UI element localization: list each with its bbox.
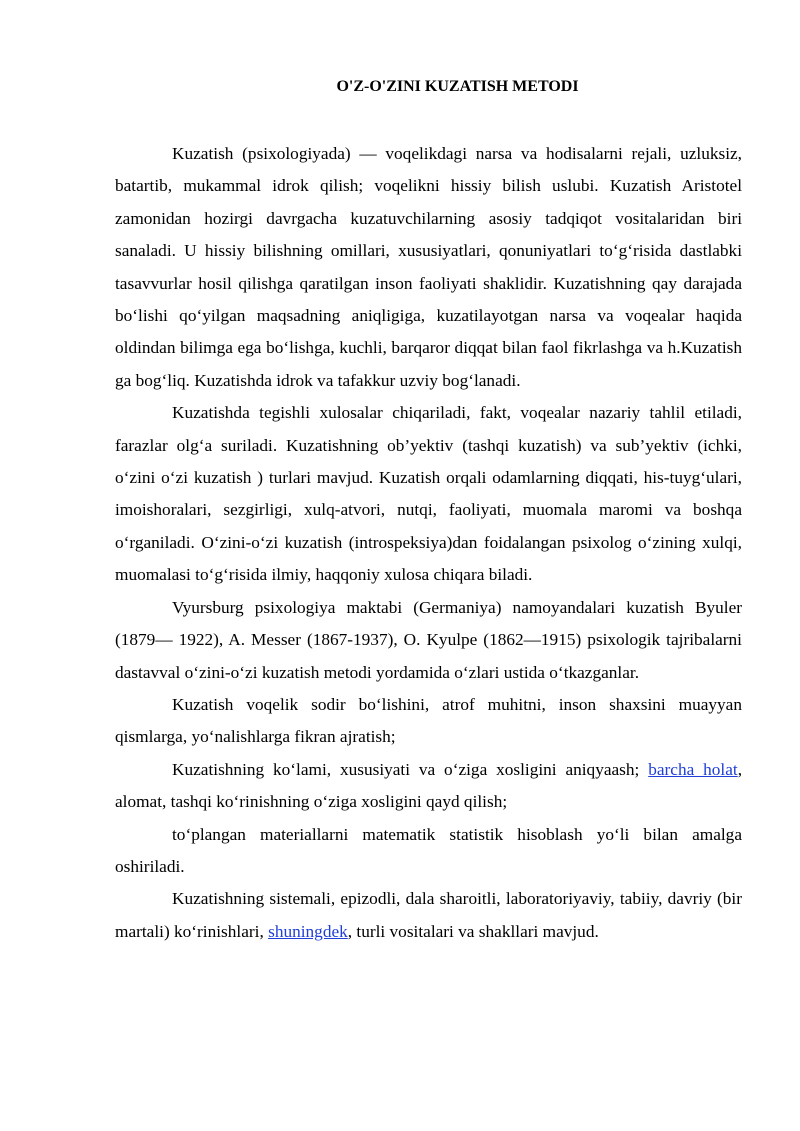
paragraph-5-text-after: , alomat, tashqi ko‘rinishning o‘ziga xosligini qayd qilish;	[115, 759, 743, 812]
paragraph-2: Kuzatishda tegishli xulosalar chiqariladi, fakt, voqealar nazariy tahlil etiladi, farazlar olg‘a suriladi. Kuzatishning ob’yektiv (tashqi kuzatish) va sub’yektiv (ichki, o‘zini o‘zi kuzatish ) turlari mavjud. Kuzatish orqali odamlarning diqqati, his-tuyg‘ulari, imoishoralari, sezgirligi, xulq-atvori, nutqi, faoliyati, muomala maromi va boshqa o‘rganiladi. O‘zini-o‘zi kuzatish (introspeksiya)dan foidalangan psixolog o‘zining xulqi, muomalasi to‘g‘risida ilmiy, haqqoniy xulosa chiqara biladi.	[115, 403, 742, 585]
barcha-holat-link[interactable]: barcha holat	[648, 759, 738, 779]
paragraph-7-text-before: Kuzatishning sistemali, epizodli, dala sharoitli, laboratoriyaviy, tabiiy, davriy (bir martali) ko‘rinishlari,	[115, 889, 742, 941]
shuningdek-link[interactable]: shuningdek	[268, 921, 348, 941]
paragraph-4: Kuzatish voqelik sodir bo‘lishini, atrof muhitni, inson shaxsini muayyan qismlarga, yo‘nalishlarga fikran ajratish;	[115, 694, 742, 747]
document-body	[115, 138, 742, 948]
paragraph-5	[115, 754, 742, 819]
paragraph-6: to‘plangan materiallarni matematik statistik hisoblash yo‘li bilan amalga oshiriladi.	[115, 824, 742, 876]
paragraph-5-text-before: Kuzatishning ko‘lami, xususiyati va o‘ziga xosligini aniqyaash;	[172, 759, 649, 779]
paragraph-1: Kuzatish (psixologiyada) — voqelikdagi narsa va hodisalarni rejali, uzluksiz, batartib, mukammal idrok qilish; voqelikni hissiy bilish uslubi. Kuzatish Aristotel zamonidan hozirgi davrgacha kuzatuvchilarning asosiy tadqiqot vositalaridan biri sanaladi. U hissiy bilishning omillari, xususiyatlari, qonuniyatlari to‘g‘risida dastlabki tasavvurlar hosil qilishga qaratilgan inson faoliyati shaklidir. Kuzatishning qay darajada bo‘lishi qo‘yilgan maqsadning aniqligiga, kuzatilayotgan narsa va voqealar haqida oldindan bilimga ega bo‘lishga, kuchli, barqaror diqqat bilan faol fikrlashga va h.Kuzatish ga bog‘liq. Kuzatishda idrok va tafakkur uzviy bog‘lanadi.	[115, 144, 742, 390]
paragraph-3: Vyursburg psixologiya maktabi (Germaniya) namoyandalari kuzatish Byuler (1879— 1922), A. Messer (1867-1937), O. Kyulpe (1862—1915) psixologik tajribalarni dastavval o‘zini-o‘zi kuzatish metodi yordamida o‘zlari ustida o‘tkazganlar.	[115, 597, 742, 682]
page-title: O'Z-O'ZINI KUZATISH METODI	[336, 78, 579, 95]
paragraph-7-text-after: , turli vositalari va shakllari mavjud.	[347, 921, 599, 941]
paragraph-7	[115, 883, 742, 948]
